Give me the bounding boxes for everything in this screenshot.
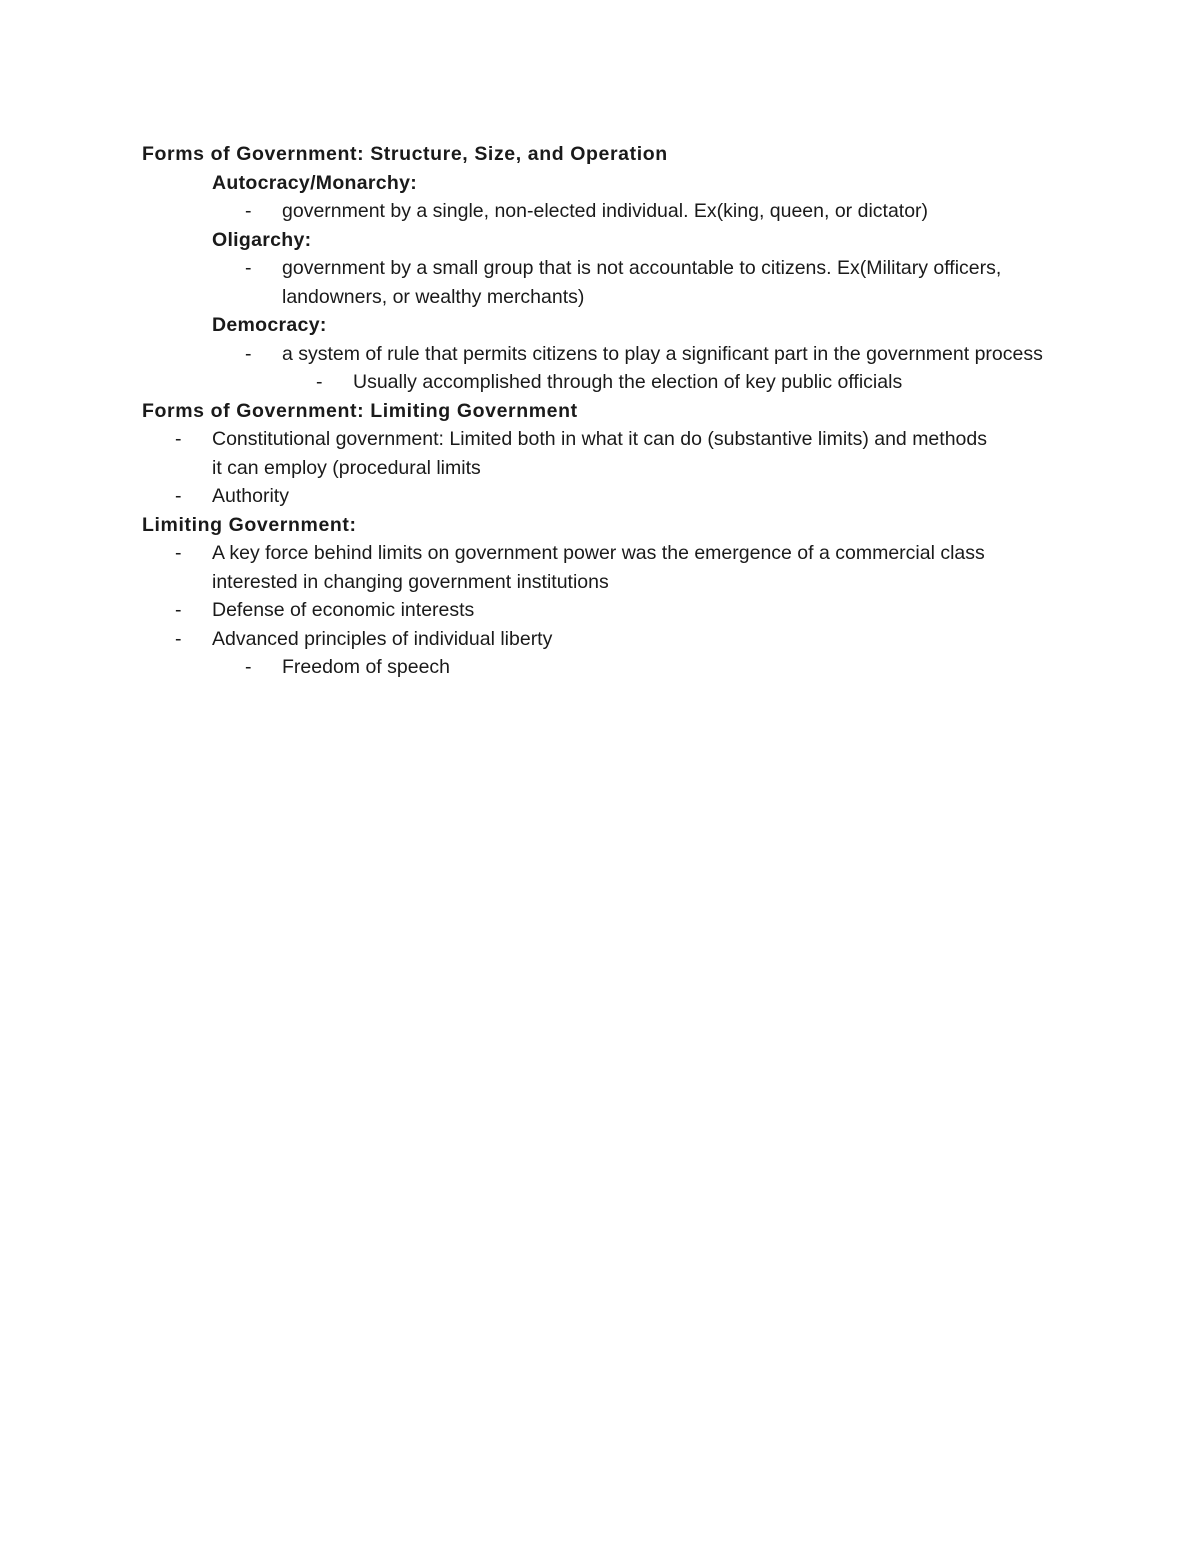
list-item-text: a system of rule that permits citizens to play a significant part in the government process [282,342,1043,365]
list-item-text: government by a single, non-elected individual. Ex(king, queen, or dictator) [282,200,929,222]
bullet-dash: - [316,371,323,393]
bullet-dash: - [245,342,252,365]
list-item-text: Freedom of speech [282,656,451,678]
bullet-dash: - [175,428,182,450]
bullet-dash: - [245,257,252,279]
list-item-text: A key force behind limits on government power was the emergence of a commercial class interested in changing government institutions [212,542,985,593]
list-item [142,482,1012,511]
list-item [142,596,1012,625]
list-item-text: government by a small group that is not accountable to citizens. Ex(Military officers, landowners, or wealthy merchants) [282,257,1002,308]
list-item [142,340,1052,369]
section-heading-structure: Forms of Government: Structure, Size, and Operation [142,143,668,165]
subheading-democracy: Democracy: [212,314,327,336]
list-item-text: Usually accomplished through the election of key public officials [353,371,903,393]
list-item [142,425,1012,482]
section-heading-limiting-government: Limiting Government: [142,513,357,536]
list-item [142,539,1012,596]
bullet-dash: - [245,656,252,678]
list-item-text: Advanced principles of individual liberty [212,627,553,650]
section-heading-limiting: Forms of Government: Limiting Government [142,399,578,422]
bullet-dash: - [175,485,182,507]
bullet-dash: - [175,627,182,650]
list-item-text: Authority [212,485,289,507]
list-item [142,625,1012,654]
list-item-text: Defense of economic interests [212,599,475,621]
subheading-oligarchy: Oligarchy: [212,228,312,251]
list-item-text: Constitutional government: Limited both in what it can do (substantive limits) and methods it can employ (procedural limits [212,428,987,479]
document-content [142,140,1062,682]
list-item [142,197,1052,226]
subheading-autocracy: Autocracy/Monarchy: [212,171,418,194]
list-item-nested [142,368,1062,397]
bullet-dash: - [245,200,252,222]
bullet-dash: - [175,599,182,621]
bullet-dash: - [175,542,182,564]
list-item-nested [142,653,1062,682]
list-item [142,254,1052,311]
